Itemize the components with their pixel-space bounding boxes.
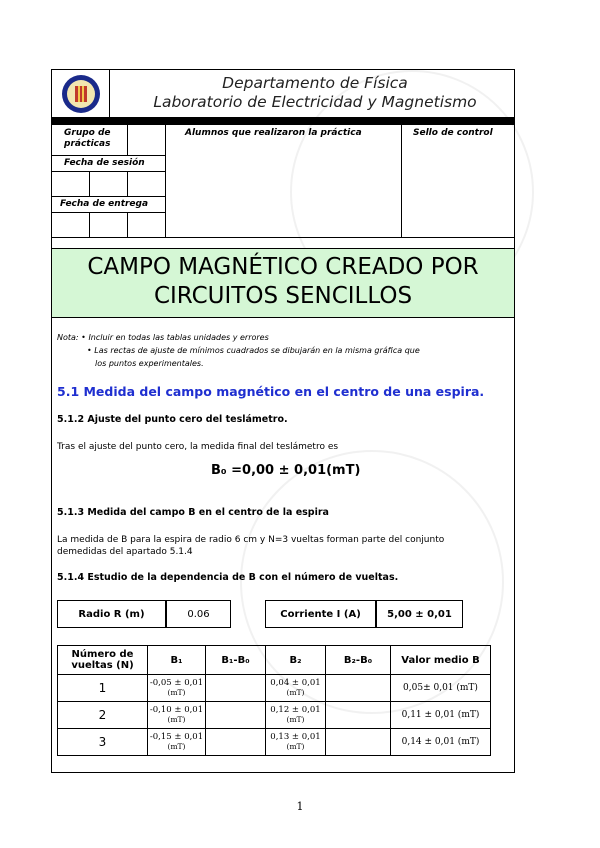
current-value: 5,00 ± 0,01 — [376, 600, 463, 628]
cell-mean: 0,11 ± 0,01 (mT) — [391, 702, 491, 729]
header-mean: Valor medio B — [391, 646, 491, 675]
radius-value: 0.06 — [166, 600, 231, 628]
cell-b2: 0,04 ± 0,01 (mT) — [266, 675, 326, 702]
table-row — [58, 675, 491, 702]
subsection-5-1-2: 5.1.2 Ajuste del punto cero del teslámetro. — [57, 414, 288, 425]
cell-b2-b0 — [326, 702, 391, 729]
cell-b1: -0,05 ± 0,01 (mT) — [148, 675, 206, 702]
current-label: Corriente I (A) — [265, 600, 376, 628]
header-divider — [52, 117, 514, 125]
note-item-1: Incluir en todas las tablas unidades y errores — [88, 333, 269, 342]
header-b1-b0: B₁-B₀ — [206, 646, 266, 675]
cell-mean: 0,05± 0,01 (mT) — [391, 675, 491, 702]
zero-formula: B₀ =0,00 ± 0,01(mT) — [211, 463, 361, 478]
cell-n: 1 — [58, 675, 148, 702]
cell-b1: -0,15 ± 0,01 (mT) — [148, 729, 206, 756]
table-row — [58, 702, 491, 729]
cell-b2-b0 — [326, 675, 391, 702]
measurements-table — [57, 645, 491, 756]
cell-n: 2 — [58, 702, 148, 729]
note-item-2: Las rectas de ajuste de mínimos cuadrados se dibujarán en la misma gráfica que — [94, 346, 420, 355]
header-turns: Número de vueltas (N) — [58, 646, 148, 675]
info-grid — [52, 125, 514, 238]
cell-b1-b0 — [206, 702, 266, 729]
stamp-label: Sello de control — [413, 128, 493, 138]
subsection-5-1-4: 5.1.4 Estudio de la dependencia de B con el número de vueltas. — [57, 572, 399, 583]
section-heading: 5.1 Medida del campo magnético en el centro de una espira. — [57, 384, 485, 399]
cell-b2: 0,12 ± 0,01 (mT) — [266, 702, 326, 729]
header-b1: B₁ — [148, 646, 206, 675]
practice-title — [52, 248, 514, 318]
subsection-5-1-3: 5.1.3 Medida del campo B en el centro de la espira — [57, 507, 329, 518]
department-heading — [120, 74, 510, 112]
cell-n: 3 — [58, 729, 148, 756]
title-line-1: CAMPO MAGNÉTICO CREADO POR — [87, 254, 479, 280]
note-line-1: Nota: • Incluir en todas las tablas unidades y errores — [57, 333, 269, 342]
cell-b2-b0 — [326, 729, 391, 756]
header-b2: B₂ — [266, 646, 326, 675]
department-name: Departamento de Física — [222, 74, 408, 92]
title-line-2: CIRCUITOS SENCILLOS — [153, 283, 413, 309]
group-label: Grupo de prácticas — [64, 128, 111, 149]
subsection-5-1-3-text-1: La medida de B para la espira de radio 6 cm y N=3 vueltas forman parte del conjunto — [57, 535, 445, 545]
subsection-5-1-2-text: Tras el ajuste del punto cero, la medida final del teslámetro es — [57, 442, 339, 452]
students-label: Alumnos que realizaron la práctica — [185, 128, 362, 138]
session-label: Fecha de sesión — [64, 158, 145, 168]
cell-b1-b0 — [206, 675, 266, 702]
delivery-label: Fecha de entrega — [60, 199, 149, 209]
lab-name: Laboratorio de Electricidad y Magnetismo — [153, 93, 477, 111]
note-line-3: los puntos experimentales. — [95, 359, 204, 368]
cell-mean: 0,14 ± 0,01 (mT) — [391, 729, 491, 756]
header-b2-b0: B₂-B₀ — [326, 646, 391, 675]
subsection-5-1-3-text-2: demedidas del apartado 5.1.4 — [57, 547, 193, 557]
cell-b1: -0,10 ± 0,01 (mT) — [148, 702, 206, 729]
cell-b2: 0,13 ± 0,01 (mT) — [266, 729, 326, 756]
note-prefix: Nota: — [57, 333, 79, 342]
cell-b1-b0 — [206, 729, 266, 756]
university-seal-icon — [61, 74, 101, 114]
university-logo — [52, 70, 110, 118]
page-number: 1 — [296, 800, 304, 813]
radius-label: Radio R (m) — [57, 600, 166, 628]
table-row — [58, 729, 491, 756]
note-line-2: • Las rectas de ajuste de mínimos cuadrados se dibujarán en la misma gráfica que — [87, 346, 420, 355]
table-header-row — [58, 646, 491, 675]
